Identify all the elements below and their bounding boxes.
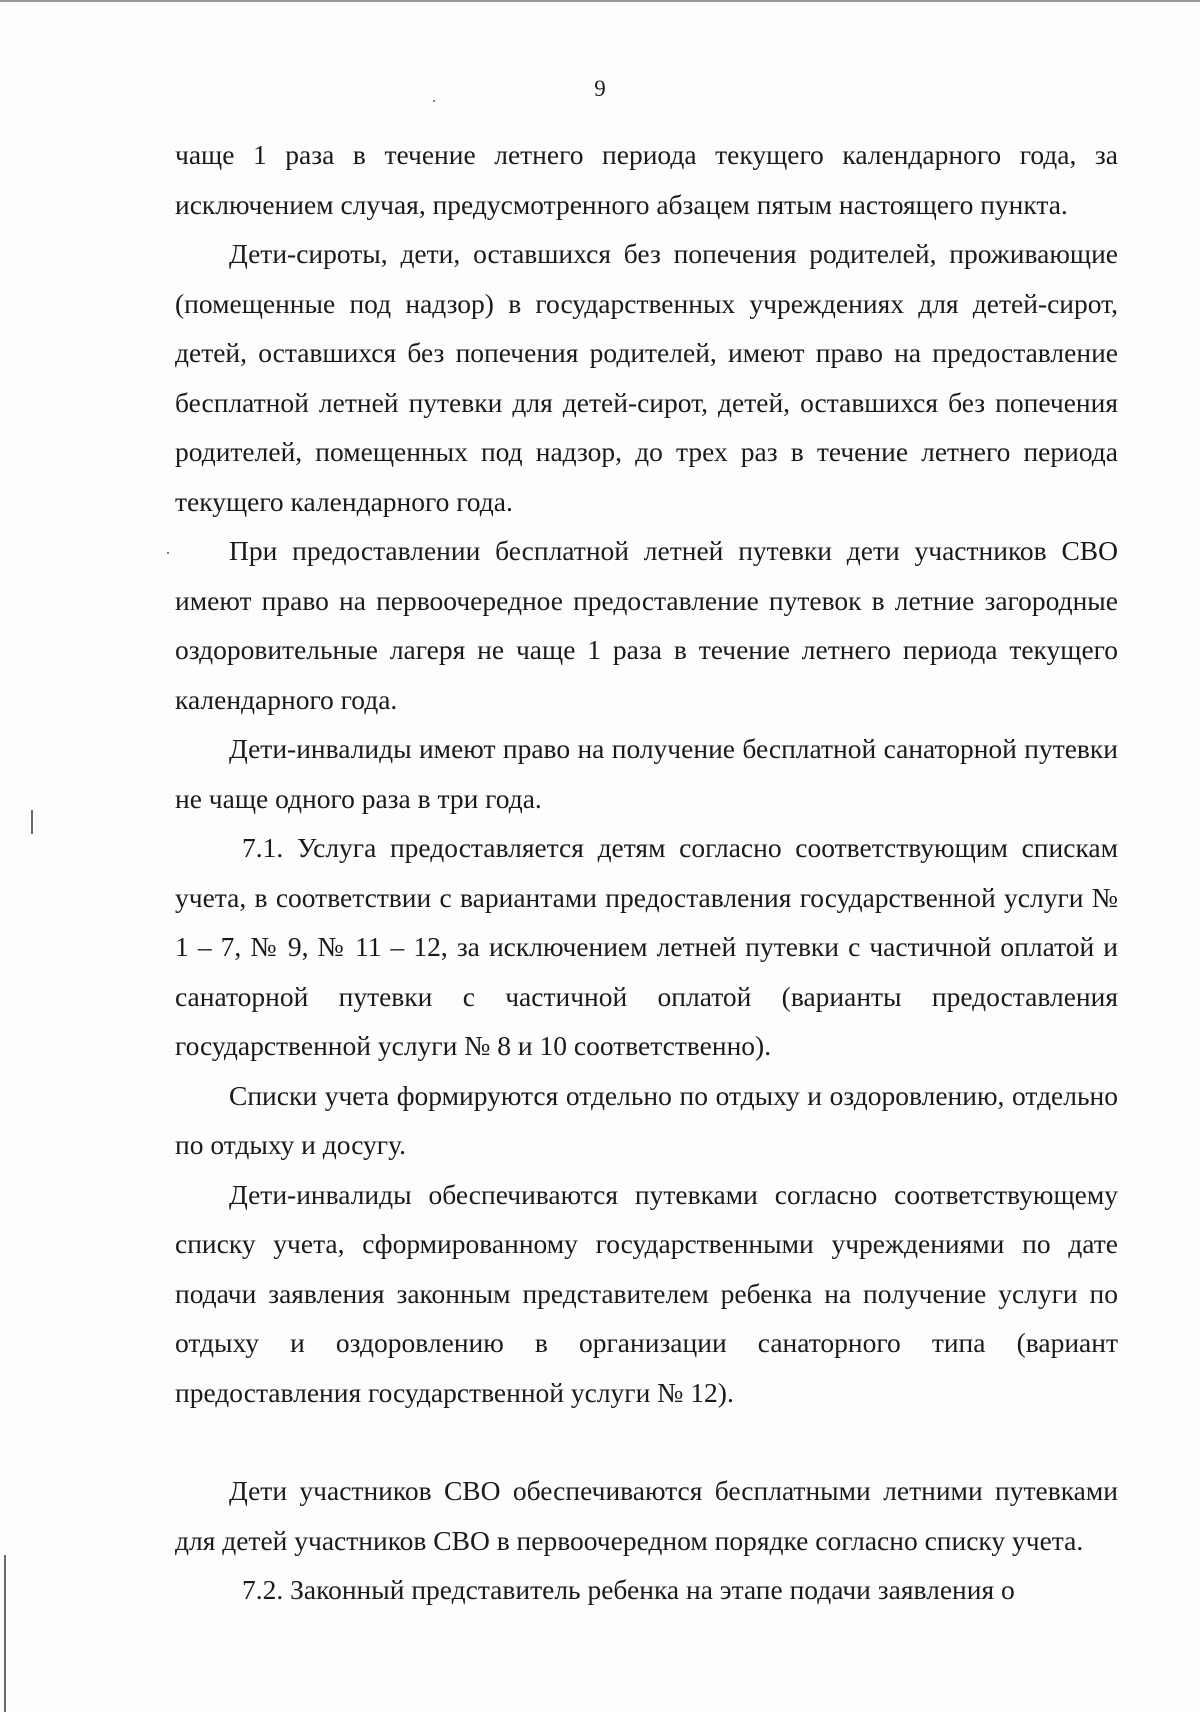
clause-7-2: 7.2. Законный представитель ребенка на этапе подачи заявления о: [242, 1574, 1015, 1605]
paragraph-continuation: чаще 1 раза в течение летнего периода текущего календарного года, за исключением случая, предусмотренного абзацем пятым настоящего пункта.: [175, 139, 1118, 220]
top-border-line: [0, 0, 1200, 6]
clause-7-1: 7.1. Услуга предоставляется детям согласно соответствующим спискам учета, в соответствии с вариантами предоставления государственной услуги № 1 – 7, № 9, № 11 – 12, за исключением летней путевки с частичной оплатой и санаторной путевки с частичной оплатой (варианты предоставления государственной услуги № 8 и 10 соответственно).: [175, 832, 1118, 1061]
paragraph-svo-priority: При предоставлении бесплатной летней путевки дети участников СВО имеют право на первоочередное предоставление путевок в летние загородные оздоровительные лагеря не чаще 1 раза в течение летнего периода текущего календарного года.: [175, 535, 1118, 715]
scan-margin-mark: [4, 1555, 6, 1712]
scan-speck: [167, 552, 169, 554]
paragraph-disabled-lists: Дети-инвалиды обеспечиваются путевками согласно соответствующему списку учета, сформированному государственными учреждениями по дате подачи заявления законным представителем ребенка на получение услуги по отдыху и оздоровлению в организации санаторного типа (вариант предоставления государственной услуги № 12).: [175, 1178, 1118, 1408]
scan-margin-mark: [31, 810, 33, 834]
paragraph-lists: Списки учета формируются отдельно по отдыху и оздоровлению, отдельно по отдыху и досугу.: [175, 1079, 1118, 1160]
paragraph-orphans: Дети-сироты, дети, оставшихся без попечения родителей, проживающие (помещенные под надзор) в государственных учреждениях для детей-сирот, детей, оставшихся без попечения родителей, имеют право на предоставление бесплатной летней путевки для детей-сирот, детей, оставшихся без попечения родителей, помещенных под надзор, до трех раз в течение летнего периода текущего календарного года.: [175, 238, 1118, 517]
paragraph-disabled-children: Дети-инвалиды имеют право на получение бесплатной санаторной путевки не чаще одного раза в три года.: [175, 733, 1118, 814]
page-number: 9: [594, 76, 606, 101]
scan-speck: [433, 100, 435, 102]
document-body: [175, 130, 1118, 1615]
paragraph-svo-children: Дети участников СВО обеспечиваются бесплатными летними путевками для детей участников СВО в первоочередном порядке согласно списку учета.: [175, 1475, 1118, 1556]
